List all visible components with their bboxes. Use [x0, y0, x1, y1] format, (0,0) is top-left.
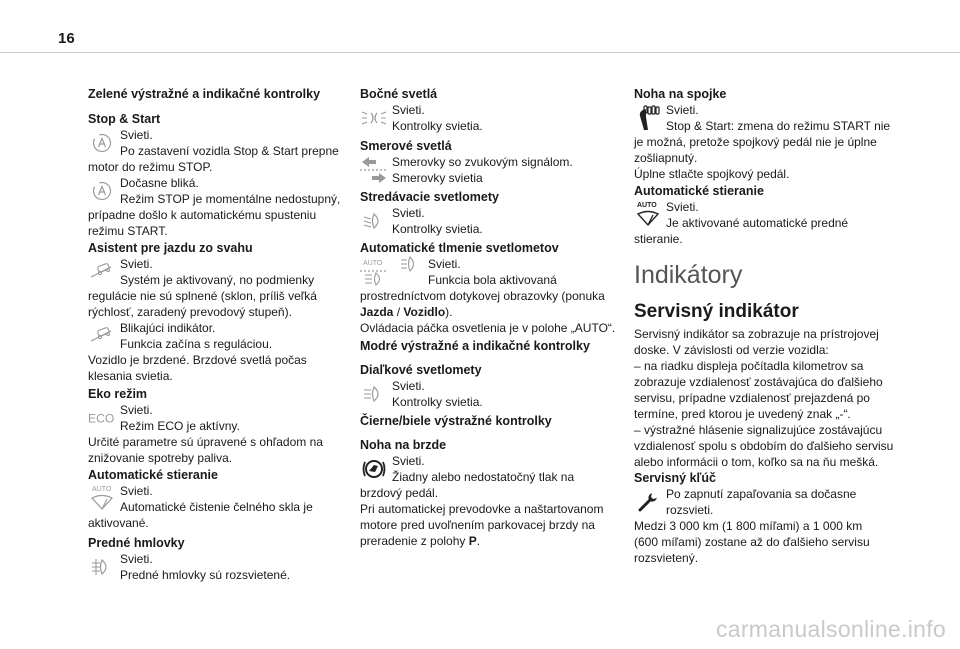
service-key-title: Servisný kľúč — [634, 471, 716, 485]
text-line: Svieti. — [392, 379, 425, 393]
text-line: Svieti. — [428, 257, 461, 271]
main-beam-icon — [360, 381, 388, 407]
text-line: prostredníctvom dotykovej obrazovky (ponuka — [360, 289, 605, 303]
service-key-entry — [634, 486, 900, 566]
auto-dipping-title: Automatické tlmenie svetlometov — [360, 241, 559, 255]
text-line: aktivované. — [88, 516, 149, 530]
text-line: Režim STOP je momentálne nedostupný, — [120, 192, 341, 206]
side-lights-entry — [360, 102, 620, 134]
auto-wiper-entry-2 — [634, 199, 900, 247]
hill-assist-entry-2 — [88, 320, 358, 384]
eco-title: Eko režim — [88, 387, 148, 401]
eco-icon — [88, 405, 116, 431]
front-fog-entry — [88, 551, 358, 583]
auto-dipping-icon — [360, 256, 388, 288]
text-line: Režim ECO je aktívny. — [120, 419, 240, 433]
wiper-icon-text: AUTO — [92, 486, 112, 493]
text-line: Predné hmlovky sú rozsvietené. — [120, 568, 291, 582]
text-line: Po zastavení vozidla Stop & Start prepne — [120, 144, 339, 158]
text-line: alebo informácii o tom, koľko sa na ňu mešká. — [634, 455, 879, 469]
page-number: 16 — [58, 30, 75, 47]
text-line: Svieti. — [120, 403, 153, 417]
text-line: motore pred uvoľnením parkovacej brzdy na — [360, 518, 595, 532]
header-rule — [0, 52, 960, 53]
text-line: znižovanie spotreby paliva. — [88, 451, 233, 465]
green-section-title: Zelené výstražné a indikačné kontrolky — [88, 87, 321, 101]
menu-drive: Jazda — [360, 305, 394, 319]
text-line: Svieti. — [666, 103, 699, 117]
dipped-beam-icon — [360, 208, 388, 234]
text-line — [360, 533, 620, 549]
text-line: regulácie nie sú splnené (sklon, príliš veľká — [88, 289, 317, 303]
main-beam-entry — [360, 378, 620, 410]
hill-assist-icon — [88, 258, 116, 284]
text-line: rozsvietený. — [634, 551, 699, 565]
foot-brake-entry — [360, 453, 620, 549]
stop-start-icon — [88, 178, 116, 204]
text-line: Kontrolky svietia. — [392, 119, 483, 133]
text-line: Systém je aktivovaný, no podmienky — [120, 273, 315, 287]
text-line: Smerovky so zvukovým signálom. — [392, 155, 573, 169]
auto-wiper-icon — [634, 199, 662, 229]
hill-assist-entry-1 — [88, 256, 358, 320]
text-line: je možná, pretože spojkový pedál nie je úplne — [634, 135, 877, 149]
text-line: Úplne stlačte spojkový pedál. — [634, 167, 790, 181]
text-line: Smerovky svietia — [392, 171, 483, 185]
service-paragraph — [634, 326, 900, 470]
text-line: Ovládacia páčka osvetlenia je v polohe „AUTO“. — [360, 321, 616, 335]
text-line — [360, 304, 620, 320]
text-line: Stop & Start: zmena do režimu START nie — [666, 119, 891, 133]
eco-entry — [88, 402, 358, 466]
service-indicator-heading: Servisný indikátor — [634, 301, 799, 322]
front-fog-title: Predné hmlovky — [88, 536, 185, 550]
blue-section-title: Modré výstražné a indikačné kontrolky — [360, 339, 590, 353]
text-line: – výstražné hlásenie signalizujúce zostávajúcu — [634, 423, 883, 437]
dipped-beam-entry — [360, 205, 620, 237]
gear-p: P — [468, 534, 477, 548]
text-line: Vozidlo je brzdené. Brzdové svetlá počas — [88, 353, 307, 367]
dipped-beam-title: Stredávacie svetlomety — [360, 190, 499, 204]
text-line: Kontrolky svietia. — [392, 395, 483, 409]
text-line: zošliapnutý. — [634, 151, 698, 165]
text-line: Blikajúci indikátor. — [120, 321, 216, 335]
text-line: doske. V závislosti od verzie vozidla: — [634, 343, 829, 357]
text-line: Kontrolky svietia. — [392, 222, 483, 236]
auto-wiper-icon — [88, 483, 116, 513]
text-line: Servisný indikátor sa zobrazuje na prístrojovej — [634, 327, 879, 341]
text-line: Žiadny alebo nedostatočný tlak na — [392, 470, 575, 484]
text-line: prípadne došlo k automatickému spusteniu — [88, 208, 317, 222]
wrench-icon — [634, 489, 662, 515]
text-line: Svieti. — [120, 128, 153, 142]
stop-start-entry-2 — [88, 175, 358, 239]
auto-wiper-entry — [88, 483, 358, 531]
auto-dipping-entry — [360, 256, 620, 336]
text-line: motor do režimu STOP. — [88, 160, 213, 174]
wiper-icon-text-2: AUTO — [637, 202, 657, 209]
text-line: Funkcia začína s reguláciou. — [120, 337, 273, 351]
clutch-pedal-icon — [634, 103, 662, 133]
hill-assist-title: Asistent pre jazdu zo svahu — [88, 241, 253, 255]
turn-signals-icon — [360, 154, 388, 186]
separator: / — [393, 305, 404, 319]
text-line: brzdový pedál. — [360, 486, 439, 500]
text-line: rozsvieti. — [666, 503, 714, 517]
text-line: servisu, prípadne vzdialenosť prejazdená po — [634, 391, 870, 405]
eco-icon-text: ECO — [88, 411, 115, 426]
foot-brake-title: Noha na brzde — [360, 438, 447, 452]
auto-wiper-title: Automatické stieranie — [88, 468, 218, 482]
indicators-heading: Indikátory — [634, 261, 743, 289]
watermark: carmanualsonline.info — [715, 616, 946, 642]
front-fog-icon — [88, 554, 116, 580]
text-line: Svieti. — [392, 206, 425, 220]
text-line: termíne, pred ktorou je uvedený znak „-“. — [634, 407, 851, 421]
turn-signals-entry — [360, 154, 620, 186]
clutch-title: Noha na spojke — [634, 87, 727, 101]
text-part: preradenie z polohy — [360, 534, 469, 548]
text-line: Svieti. — [120, 484, 153, 498]
text-line: Automatické čistenie čelného skla je — [120, 500, 313, 514]
punct: ). — [445, 305, 453, 319]
text-line: Pri automatickej prevodovke a naštartovanom — [360, 502, 604, 516]
stop-start-title: Stop & Start — [88, 112, 161, 126]
stop-start-icon — [88, 130, 116, 156]
text-line: Je aktivované automatické predné — [666, 216, 849, 230]
text-line: Medzi 3 000 km (1 800 míľami) a 1 000 km — [634, 519, 863, 533]
autodip-icon-text: AUTO — [363, 260, 383, 267]
menu-vehicle: Vozidlo — [403, 305, 446, 319]
text-line: Svieti. — [392, 454, 425, 468]
text-line: Svieti. — [120, 257, 153, 271]
text-line: vzdialenosť spolu s obdobím do ďalšieho servisu — [634, 439, 894, 453]
turn-signals-title: Smerové svetlá — [360, 139, 452, 153]
foot-brake-icon — [360, 456, 388, 482]
bw-section-title: Čierne/biele výstražné kontrolky — [360, 414, 552, 428]
text-line: Svieti. — [120, 552, 153, 566]
text-line: Dočasne bliká. — [120, 176, 199, 190]
text-line: Svieti. — [666, 200, 699, 214]
hill-assist-icon — [88, 322, 116, 348]
text-line: Funkcia bola aktivovaná — [428, 273, 557, 287]
stop-start-entry-1 — [88, 127, 358, 175]
side-lights-icon — [360, 105, 388, 131]
text-line: zobrazuje vzdialenosť zostávajúca do ďalšieho — [634, 375, 883, 389]
text-line: Svieti. — [392, 103, 425, 117]
text-line: klesania svietia. — [88, 369, 173, 383]
text-line: režimu START. — [88, 224, 168, 238]
auto-dipping-icon-2 — [396, 256, 424, 272]
side-lights-title: Bočné svetlá — [360, 87, 438, 101]
main-beam-title: Diaľkové svetlomety — [360, 363, 482, 377]
text-line: (600 míľami) zostane až do ďalšieho servisu — [634, 535, 870, 549]
clutch-entry — [634, 102, 900, 182]
text-line: Po zapnutí zapaľovania sa dočasne — [666, 487, 857, 501]
text-line: rýchlosť, zaradený prevodový stupeň). — [88, 305, 292, 319]
auto-wiper-title-2: Automatické stieranie — [634, 184, 764, 198]
punct: . — [476, 534, 481, 548]
text-line: Určité parametre sú úpravené s ohľadom na — [88, 435, 323, 449]
text-line: stieranie. — [634, 232, 683, 246]
text-line: – na riadku displeja počítadla kilometrov sa — [634, 359, 864, 373]
